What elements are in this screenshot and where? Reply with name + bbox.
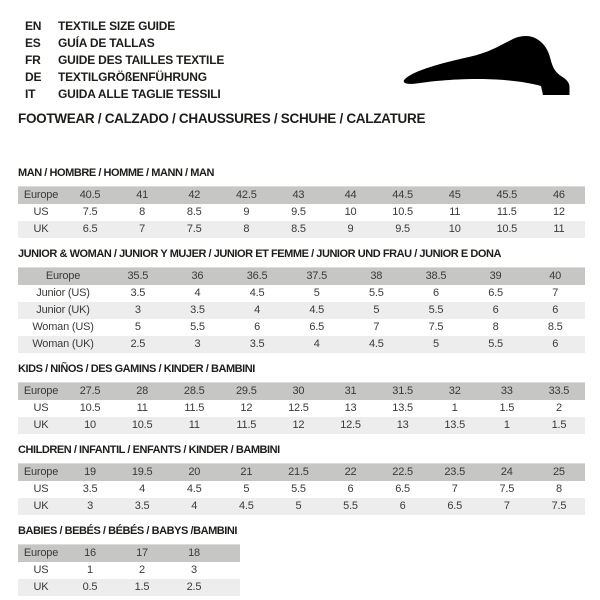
size-cell: 4 bbox=[287, 336, 347, 353]
size-cell: 40.5 bbox=[64, 187, 116, 205]
size-cell: 22.5 bbox=[377, 464, 429, 482]
size-cell: 5.5 bbox=[368, 287, 384, 299]
size-cell: 28 bbox=[116, 383, 168, 401]
size-cell: 3.5 bbox=[168, 302, 228, 319]
language-code: EN bbox=[25, 19, 42, 33]
language-code: DE bbox=[25, 70, 42, 84]
size-table-kids bbox=[18, 382, 585, 434]
size-cell: 3.5 bbox=[130, 287, 146, 299]
size-cell: 11.5 bbox=[496, 206, 517, 218]
size-cell: 5.5 bbox=[291, 483, 306, 495]
size-cell: 0.5 bbox=[64, 579, 116, 596]
row-label: US bbox=[33, 483, 49, 495]
size-section-kids bbox=[18, 363, 585, 434]
size-cell: 11 bbox=[449, 206, 461, 218]
size-cell: 13.5 bbox=[429, 417, 481, 434]
size-cell: 2 bbox=[139, 564, 145, 576]
size-cell: 32 bbox=[429, 383, 481, 401]
size-cell: 8 bbox=[139, 206, 146, 218]
size-cell: 17 bbox=[116, 545, 168, 563]
size-table-babies bbox=[18, 544, 240, 596]
row-label: US bbox=[33, 402, 49, 414]
size-cell: 7.5 bbox=[533, 498, 585, 515]
size-table-man bbox=[18, 186, 585, 238]
size-cell: 9.5 bbox=[291, 206, 306, 218]
size-cell: 8 bbox=[492, 321, 499, 333]
size-cell: 3 bbox=[168, 336, 228, 353]
row-label: Junior (US) bbox=[36, 287, 90, 299]
size-cell: 19.5 bbox=[116, 464, 168, 482]
size-cell: 44.5 bbox=[377, 187, 429, 205]
size-cell: 23.5 bbox=[429, 464, 481, 482]
section-title-children: CHILDREN / INFANTIL / ENFANTS / KINDER / BAMBINI bbox=[18, 444, 280, 456]
size-cell: 11.5 bbox=[184, 402, 205, 414]
size-cell: 38.5 bbox=[406, 268, 466, 286]
table-row bbox=[18, 204, 585, 221]
size-cell: 21 bbox=[220, 464, 272, 482]
size-cell: 8.5 bbox=[186, 206, 202, 218]
size-cell: 11 bbox=[168, 417, 220, 434]
size-cell: 5 bbox=[272, 498, 324, 515]
size-cell: 13 bbox=[344, 402, 357, 414]
size-cell: 5 bbox=[347, 302, 407, 319]
size-cell: 33.5 bbox=[533, 383, 585, 401]
size-cell: 44 bbox=[324, 187, 376, 205]
size-cell: 41 bbox=[116, 187, 168, 205]
size-cell: 7 bbox=[373, 321, 380, 333]
size-cell: 4.5 bbox=[347, 336, 407, 353]
size-cell: 4.5 bbox=[186, 483, 202, 495]
size-cell: 6 bbox=[432, 287, 439, 299]
size-cell: 21.5 bbox=[272, 464, 324, 482]
size-cell: 5.5 bbox=[406, 302, 466, 319]
row-label: Europe bbox=[18, 383, 64, 401]
size-cell: 2 bbox=[555, 402, 562, 414]
size-cell: 3 bbox=[64, 498, 116, 515]
size-cell: 16 bbox=[64, 545, 116, 563]
table-row bbox=[18, 221, 585, 238]
size-cell: 18 bbox=[168, 545, 220, 563]
size-cell: 10 bbox=[344, 206, 357, 218]
size-cell: 7 bbox=[552, 287, 559, 299]
size-cell: 5.5 bbox=[324, 498, 376, 515]
size-cell: 45 bbox=[429, 187, 481, 205]
size-cell: 20 bbox=[168, 464, 220, 482]
size-tables bbox=[18, 167, 585, 596]
size-cell: 1 bbox=[87, 564, 93, 576]
size-cell: 36 bbox=[168, 268, 228, 286]
table-header-row bbox=[18, 383, 585, 401]
size-cell: 5 bbox=[243, 483, 250, 495]
shoe-icon bbox=[397, 33, 593, 97]
size-cell: 13 bbox=[377, 417, 429, 434]
size-cell: 13.5 bbox=[392, 402, 413, 414]
size-cell: 35.5 bbox=[108, 268, 168, 286]
size-cell: 8 bbox=[220, 221, 272, 238]
language-label: TEXTILE SIZE GUIDE bbox=[58, 19, 176, 33]
size-cell: 33 bbox=[481, 383, 533, 401]
size-cell: 7.5 bbox=[82, 206, 98, 218]
table-row bbox=[18, 417, 585, 434]
table-row bbox=[18, 579, 240, 596]
size-cell: 39 bbox=[466, 268, 526, 286]
size-section-babies bbox=[18, 525, 585, 596]
category-title: FOOTWEAR / CALZADO / CHAUSSURES / SCHUHE / CALZATURE bbox=[18, 111, 426, 126]
size-cell: 1 bbox=[451, 402, 458, 414]
row-label: UK bbox=[18, 498, 64, 515]
size-cell: 11 bbox=[136, 402, 148, 414]
size-cell: 27.5 bbox=[64, 383, 116, 401]
size-cell: 6.5 bbox=[395, 483, 410, 495]
size-section-man bbox=[18, 167, 585, 238]
row-label: UK bbox=[18, 417, 64, 434]
size-cell: 4.5 bbox=[220, 498, 272, 515]
section-title-man: MAN / HOMBRE / HOMME / MANN / MAN bbox=[18, 167, 214, 179]
size-cell: 10.5 bbox=[116, 417, 168, 434]
language-label: GUIDA ALLE TAGLIE TESSILI bbox=[58, 87, 221, 101]
table-row bbox=[18, 400, 585, 417]
size-cell: 5.5 bbox=[466, 336, 526, 353]
size-cell: 9.5 bbox=[377, 221, 429, 238]
size-cell: 31 bbox=[324, 383, 376, 401]
size-cell: 19 bbox=[64, 464, 116, 482]
row-label: Junior (UK) bbox=[18, 302, 108, 319]
row-label: Woman (UK) bbox=[18, 336, 108, 353]
language-label: TEXTILGRÖßENFÜHRUNG bbox=[58, 70, 207, 84]
size-cell: 4 bbox=[139, 483, 146, 495]
size-section-children bbox=[18, 444, 585, 515]
section-title-kids: KIDS / NIÑOS / DES GAMINS / KINDER / BAMBINI bbox=[18, 363, 255, 375]
size-cell: 7 bbox=[116, 221, 168, 238]
size-cell: 8.5 bbox=[272, 221, 324, 238]
size-cell: 6 bbox=[466, 302, 526, 319]
table-header-row bbox=[18, 545, 240, 563]
row-label: Woman (US) bbox=[32, 321, 94, 333]
row-label: UK bbox=[18, 579, 64, 596]
size-cell: 37.5 bbox=[287, 268, 347, 286]
size-cell: 42.5 bbox=[220, 187, 272, 205]
size-cell: 36.5 bbox=[227, 268, 287, 286]
size-cell: 5.5 bbox=[190, 321, 205, 333]
language-label: GUIDE DES TAILLES TEXTILE bbox=[58, 53, 225, 67]
size-cell: 3.5 bbox=[116, 498, 168, 515]
size-cell: 46 bbox=[533, 187, 585, 205]
size-cell: 25 bbox=[533, 464, 585, 482]
size-cell: 42 bbox=[168, 187, 220, 205]
size-cell: 31.5 bbox=[377, 383, 429, 401]
size-cell: 2.5 bbox=[108, 336, 168, 353]
size-table-children bbox=[18, 463, 585, 515]
size-cell: 4.5 bbox=[287, 302, 347, 319]
size-cell: 8 bbox=[555, 483, 562, 495]
table-row bbox=[18, 319, 585, 336]
row-label: Europe bbox=[18, 268, 108, 286]
section-title-junior-woman: JUNIOR & WOMAN / JUNIOR Y MUJER / JUNIOR ET FEMME / JUNIOR UND FRAU / JUNIOR E DONA bbox=[18, 248, 501, 260]
size-cell: 6 bbox=[525, 302, 585, 319]
size-cell: 4 bbox=[168, 498, 220, 515]
size-cell: 1.5 bbox=[499, 402, 515, 414]
size-cell: 22 bbox=[324, 464, 376, 482]
table-row bbox=[18, 481, 585, 498]
size-cell: 9 bbox=[324, 221, 376, 238]
size-cell: 7.5 bbox=[428, 321, 444, 333]
size-cell: 5 bbox=[313, 287, 320, 299]
section-title-babies: BABIES / BEBÉS / BÉBÉS / BABYS /BAMBINI bbox=[18, 525, 237, 537]
size-table-junior-woman bbox=[18, 267, 585, 353]
row-label: Europe bbox=[18, 187, 64, 205]
row-label: Europe bbox=[18, 545, 64, 563]
size-section-junior-woman bbox=[18, 248, 585, 353]
size-cell: 40 bbox=[525, 268, 585, 286]
size-cell: 10.5 bbox=[79, 402, 101, 414]
size-cell: 1.5 bbox=[533, 417, 585, 434]
table-row bbox=[18, 562, 240, 579]
size-cell: 12.5 bbox=[324, 417, 376, 434]
size-cell: 3.5 bbox=[227, 336, 287, 353]
table-row bbox=[18, 336, 585, 353]
size-cell: 6 bbox=[525, 336, 585, 353]
size-cell: 11.5 bbox=[220, 417, 272, 434]
header bbox=[18, 18, 585, 126]
size-cell: 43 bbox=[272, 187, 324, 205]
size-cell: 4 bbox=[194, 287, 201, 299]
size-cell: 8.5 bbox=[547, 321, 563, 333]
row-label: US bbox=[33, 206, 49, 218]
size-cell: 38 bbox=[347, 268, 407, 286]
size-cell: 2.5 bbox=[168, 579, 220, 596]
table-row bbox=[18, 302, 585, 319]
size-cell: 6 bbox=[377, 498, 429, 515]
language-code: IT bbox=[25, 87, 36, 101]
spacer-cell bbox=[220, 545, 240, 563]
size-cell: 6 bbox=[254, 321, 261, 333]
size-cell: 1 bbox=[481, 417, 533, 434]
language-code: ES bbox=[25, 36, 41, 50]
size-cell: 12 bbox=[240, 402, 253, 414]
size-cell: 3.5 bbox=[82, 483, 98, 495]
language-code: FR bbox=[25, 53, 41, 67]
size-cell: 6.5 bbox=[488, 287, 503, 299]
size-cell: 10 bbox=[64, 417, 116, 434]
row-label: UK bbox=[18, 221, 64, 238]
size-cell: 1.5 bbox=[116, 579, 168, 596]
size-cell: 6.5 bbox=[309, 321, 325, 333]
size-cell: 4 bbox=[227, 302, 287, 319]
spacer-cell bbox=[220, 579, 240, 596]
size-cell: 5 bbox=[134, 321, 141, 333]
size-cell: 10.5 bbox=[392, 206, 413, 218]
size-cell: 45.5 bbox=[481, 187, 533, 205]
size-cell: 7.5 bbox=[499, 483, 515, 495]
spacer-cell bbox=[220, 562, 240, 579]
size-cell: 5 bbox=[406, 336, 466, 353]
table-row bbox=[18, 498, 585, 515]
size-cell: 12 bbox=[272, 417, 324, 434]
size-cell: 10.5 bbox=[481, 221, 533, 238]
table-header-row bbox=[18, 268, 585, 286]
table-row bbox=[18, 285, 585, 302]
size-cell: 7 bbox=[451, 483, 458, 495]
table-header-row bbox=[18, 464, 585, 482]
size-cell: 3 bbox=[191, 564, 197, 576]
size-cell: 10 bbox=[429, 221, 481, 238]
table-header-row bbox=[18, 187, 585, 205]
size-cell: 7.5 bbox=[168, 221, 220, 238]
size-cell: 24 bbox=[481, 464, 533, 482]
size-cell: 11 bbox=[533, 221, 585, 238]
size-cell: 4.5 bbox=[249, 287, 265, 299]
size-cell: 12.5 bbox=[288, 402, 309, 414]
size-cell: 7 bbox=[481, 498, 533, 515]
size-cell: 30 bbox=[272, 383, 324, 401]
language-label: GUÍA DE TALLAS bbox=[58, 36, 155, 50]
size-cell: 28.5 bbox=[168, 383, 220, 401]
row-label: Europe bbox=[18, 464, 64, 482]
size-cell: 12 bbox=[553, 206, 565, 218]
row-label: US bbox=[33, 564, 49, 576]
size-cell: 6 bbox=[347, 483, 354, 495]
size-cell: 6.5 bbox=[429, 498, 481, 515]
size-cell: 6.5 bbox=[64, 221, 116, 238]
size-cell: 9 bbox=[243, 206, 250, 218]
size-cell: 3 bbox=[108, 302, 168, 319]
size-cell: 29.5 bbox=[220, 383, 272, 401]
